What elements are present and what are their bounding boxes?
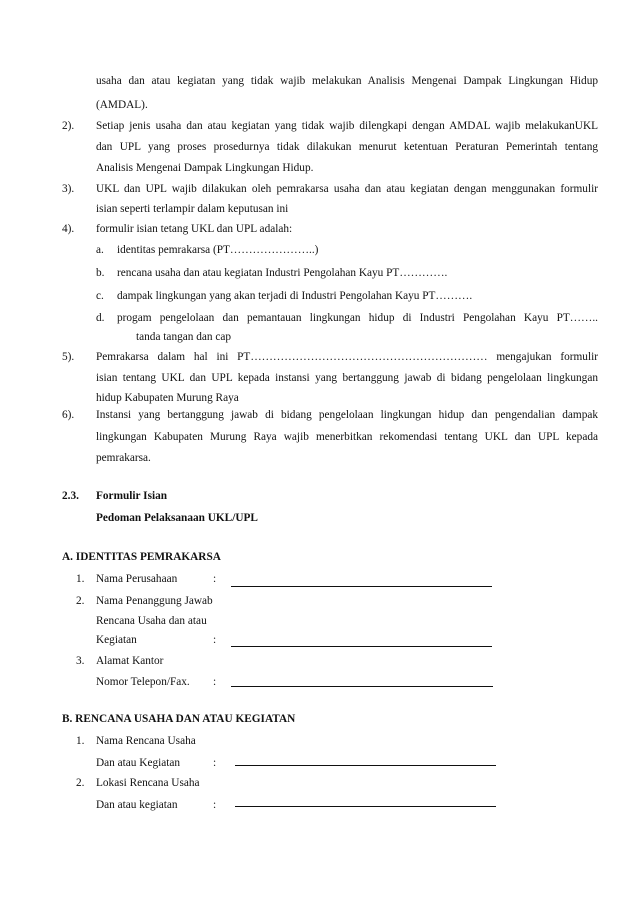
subitem-letter: c. [96,290,104,302]
item-text: dan UPL yang proses prosedurnya tidak dilakukan menurut ketentuan Peraturan Pemerintah tentang [96,141,598,153]
field-label: Nama Penanggung Jawab [96,595,213,607]
section-subtitle: Pedoman Pelaksanaan UKL/UPL [96,512,258,524]
section-number: 2.3. [62,490,79,502]
item-text: Instansi yang bertanggung jawab di bidang pengelolaan lingkungan hidup dan pengendalian dampak [96,409,598,421]
field-label: Nama Rencana Usaha [96,735,196,747]
item-number: 6). [62,409,75,421]
item-text: formulir isian tetang UKL dan UPL adalah: [96,223,293,235]
field-colon: : [213,799,217,811]
item-text: UKL dan UPL wajib dilakukan oleh pemrakarsa usaha dan atau kegiatan dengan menggunakan formulir [96,183,598,195]
office-address-input[interactable] [231,686,493,687]
item-text: isian tentang UKL dan UPL kepada instansi yang bertanggung jawab di bidang pengelolaan lingkungan [96,372,598,384]
field-colon: : [213,676,217,688]
field-label: Nama Perusahaan [96,573,178,585]
subitem-text: rencana usaha dan atau kegiatan Industri Pengolahan Kayu PT…………. [117,267,448,279]
item-text: pemrakarsa. [96,452,151,464]
subitem-continuation: tanda tangan dan cap [136,331,232,343]
subitem-letter: a. [96,244,104,256]
field-number: 3. [76,655,85,667]
field-colon: : [213,757,217,769]
item-text: hidup Kabupaten Murung Raya [96,392,239,404]
item-text: lingkungan Kabupaten Murung Raya wajib menerbitkan rekomendasi tentang UKL dan UPL kepada [96,431,598,443]
field-label: Kegiatan [96,634,137,646]
intro-line: (AMDAL). [96,99,148,111]
field-number: 2. [76,777,85,789]
field-label: Nomor Telepon/Fax. [96,676,190,688]
item-number: 3). [62,183,75,195]
section-title: Formulir Isian [96,490,168,502]
item-text: Analisis Mengenai Dampak Lingkungan Hidup. [96,162,314,174]
person-in-charge-input[interactable] [231,646,492,647]
field-label: Rencana Usaha dan atau [96,615,207,627]
field-colon: : [213,634,217,646]
item-number: 5). [62,351,75,363]
field-label: Dan atau kegiatan [96,799,178,811]
field-label: Lokasi Rencana Usaha [96,777,200,789]
subitem-text: identitas pemrakarsa (PT…………………..) [117,244,319,256]
subitem-letter: d. [96,312,105,324]
field-number: 2. [76,595,85,607]
business-location-input[interactable] [235,806,496,807]
field-label: Alamat Kantor [96,655,164,667]
field-number: 1. [76,735,85,747]
field-label: Dan atau Kegiatan [96,757,181,769]
item-text: Pemrakarsa dalam hal ini PT……………………………………………………… mengajukan formulir [96,351,598,363]
form-a-heading: A. IDENTITAS PEMRAKARSA [62,551,221,563]
company-name-input[interactable] [231,586,492,587]
subitem-letter: b. [96,267,105,279]
field-colon: : [213,573,217,585]
business-plan-name-input[interactable] [235,765,496,766]
item-text: isian seperti terlampir dalam keputusan ini [96,203,289,215]
subitem-text: dampak lingkungan yang akan terjadi di Industri Pengolahan Kayu PT………. [117,290,473,302]
intro-line: usaha dan atau kegiatan yang tidak wajib melakukan Analisis Mengenai Dampak Lingkungan Hidup [96,75,598,87]
item-number: 4). [62,223,75,235]
item-number: 2). [62,120,75,132]
form-b-heading: B. RENCANA USAHA DAN ATAU KEGIATAN [62,713,296,725]
subitem-text: progam pengelolaan dan pemantauan lingkungan hidup di Industri Pengolahan Kayu PT…….. [117,312,598,324]
item-text: Setiap jenis usaha dan atau kegiatan yang tidak wajib dilengkapi dengan AMDAL wajib melakukanUKL [96,120,598,132]
field-number: 1. [76,573,85,585]
